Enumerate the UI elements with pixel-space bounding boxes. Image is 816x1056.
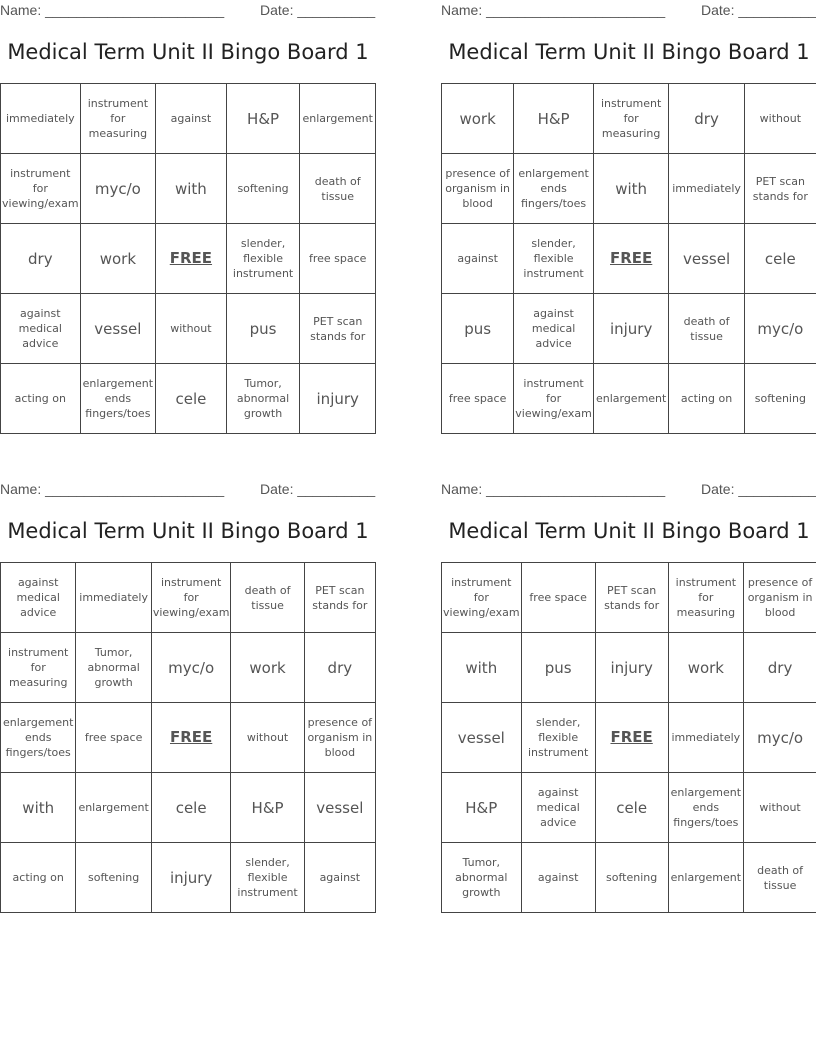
- bingo-cell: injury: [593, 294, 669, 364]
- bingo-cell: free space: [442, 364, 514, 434]
- bingo-cell: enlargement: [593, 364, 669, 434]
- bingo-cell: against: [156, 84, 227, 154]
- bingo-cell: death of tissue: [300, 154, 376, 224]
- card-title: Medical Term Unit II Bingo Board 1: [448, 519, 810, 543]
- grid-row: [1, 563, 376, 633]
- bingo-cell: against medical advice: [514, 294, 594, 364]
- bingo-cell: enlargement: [668, 843, 744, 913]
- bingo-cell: free space: [300, 224, 376, 294]
- bingo-cell: acting on: [1, 843, 76, 913]
- card-title: Medical Term Unit II Bingo Board 1: [7, 40, 369, 64]
- card-header: [0, 0, 376, 20]
- bingo-cell: against medical advice: [1, 294, 81, 364]
- bingo-cell: instrument for viewing/exam: [151, 563, 231, 633]
- bingo-cell: softening: [76, 843, 151, 913]
- bingo-cell: H&P: [514, 84, 594, 154]
- card-title: Medical Term Unit II Bingo Board 1: [7, 519, 369, 543]
- grid-row: [1, 633, 376, 703]
- bingo-cell: instrument for viewing/exam: [1, 154, 81, 224]
- bingo-grid: [441, 83, 816, 434]
- bingo-cell: softening: [595, 843, 668, 913]
- grid-row: [442, 84, 816, 154]
- bingo-cell: against medical advice: [1, 563, 76, 633]
- bingo-cell: vessel: [669, 224, 744, 294]
- card-header: [441, 479, 816, 499]
- grid-row: [442, 633, 816, 703]
- bingo-cell: enlargement: [76, 773, 151, 843]
- grid-row: [1, 364, 376, 434]
- bingo-cell: vessel: [442, 703, 522, 773]
- bingo-cell: cele: [744, 224, 816, 294]
- name-line: Name: _______________________: [0, 2, 225, 18]
- bingo-cell: without: [744, 773, 816, 843]
- bingo-cell: enlargement ends fingers/toes: [514, 154, 594, 224]
- card-header: [441, 0, 816, 20]
- bingo-cell: softening: [226, 154, 300, 224]
- bingo-cell: presence of organism in blood: [304, 703, 375, 773]
- grid-row: [442, 563, 816, 633]
- bingo-cell: myc/o: [744, 294, 816, 364]
- bingo-cell: immediately: [1, 84, 81, 154]
- grid-row: [442, 843, 816, 913]
- bingo-cell: slender, flexible instrument: [514, 224, 594, 294]
- bingo-cell: vessel: [304, 773, 375, 843]
- name-line: Name: _______________________: [441, 2, 666, 18]
- bingo-cell: H&P: [442, 773, 522, 843]
- bingo-cell: against: [521, 843, 595, 913]
- bingo-cell: immediately: [76, 563, 151, 633]
- bingo-cell: softening: [744, 364, 816, 434]
- bingo-cell: work: [668, 633, 744, 703]
- bingo-cell: with: [442, 633, 522, 703]
- grid-row: [1, 843, 376, 913]
- bingo-cell: against medical advice: [521, 773, 595, 843]
- bingo-cell: enlargement: [300, 84, 376, 154]
- bingo-cell: without: [156, 294, 227, 364]
- bingo-cell: work: [442, 84, 514, 154]
- bingo-cell: acting on: [1, 364, 81, 434]
- bingo-cell: myc/o: [151, 633, 231, 703]
- date-line: Date: __________: [260, 2, 376, 18]
- grid-row: [442, 294, 816, 364]
- bingo-cell: Tumor, abnormal growth: [442, 843, 522, 913]
- grid-row: [442, 364, 816, 434]
- bingo-grid: [0, 562, 376, 913]
- bingo-cell: instrument for measuring: [1, 633, 76, 703]
- date-line: Date: __________: [260, 481, 376, 497]
- grid-row: [1, 773, 376, 843]
- bingo-cell: immediately: [668, 703, 744, 773]
- bingo-cell: dry: [304, 633, 375, 703]
- bingo-cell: with: [593, 154, 669, 224]
- bingo-cell: slender, flexible instrument: [226, 224, 300, 294]
- bingo-cell: against: [442, 224, 514, 294]
- grid-row: [442, 154, 816, 224]
- bingo-cell: cele: [595, 773, 668, 843]
- bingo-cell: injury: [595, 633, 668, 703]
- bingo-cell: injury: [300, 364, 376, 434]
- bingo-cell: death of tissue: [669, 294, 744, 364]
- bingo-cell: instrument for measuring: [668, 563, 744, 633]
- bingo-cell: dry: [1, 224, 81, 294]
- grid-row: [442, 773, 816, 843]
- bingo-cell: vessel: [80, 294, 156, 364]
- bingo-cell: H&P: [226, 84, 300, 154]
- free-cell: FREE: [593, 224, 669, 294]
- bingo-cell: pus: [521, 633, 595, 703]
- bingo-grid: [0, 83, 376, 434]
- bingo-cell: PET scan stands for: [300, 294, 376, 364]
- bingo-cell: instrument for measuring: [80, 84, 156, 154]
- bingo-cell: against: [304, 843, 375, 913]
- bingo-cell: free space: [521, 563, 595, 633]
- date-line: Date: __________: [701, 2, 816, 18]
- free-cell: FREE: [595, 703, 668, 773]
- bingo-cell: presence of organism in blood: [442, 154, 514, 224]
- bingo-cell: with: [156, 154, 227, 224]
- grid-row: [1, 294, 376, 364]
- bingo-cell: enlargement ends fingers/toes: [80, 364, 156, 434]
- grid-row: [1, 154, 376, 224]
- name-line: Name: _______________________: [0, 481, 225, 497]
- bingo-cell: dry: [669, 84, 744, 154]
- grid-row: [1, 224, 376, 294]
- bingo-cell: without: [744, 84, 816, 154]
- bingo-cell: work: [231, 633, 304, 703]
- bingo-cell: death of tissue: [231, 563, 304, 633]
- card-title: Medical Term Unit II Bingo Board 1: [448, 40, 810, 64]
- bingo-cell: enlargement ends fingers/toes: [668, 773, 744, 843]
- bingo-cell: presence of organism in blood: [744, 563, 816, 633]
- bingo-cell: without: [231, 703, 304, 773]
- bingo-cell: PET scan stands for: [304, 563, 375, 633]
- name-line: Name: _______________________: [441, 481, 666, 497]
- grid-row: [442, 224, 816, 294]
- bingo-cell: immediately: [669, 154, 744, 224]
- bingo-cell: injury: [151, 843, 231, 913]
- bingo-cell: myc/o: [80, 154, 156, 224]
- bingo-cell: dry: [744, 633, 816, 703]
- free-cell: FREE: [156, 224, 227, 294]
- grid-row: [1, 703, 376, 773]
- bingo-cell: cele: [151, 773, 231, 843]
- bingo-cell: PET scan stands for: [744, 154, 816, 224]
- bingo-cell: pus: [442, 294, 514, 364]
- bingo-cell: instrument for viewing/exam: [442, 563, 522, 633]
- bingo-cell: H&P: [231, 773, 304, 843]
- bingo-cell: work: [80, 224, 156, 294]
- bingo-cell: Tumor, abnormal growth: [76, 633, 151, 703]
- free-cell: FREE: [151, 703, 231, 773]
- bingo-cell: slender, flexible instrument: [231, 843, 304, 913]
- bingo-cell: death of tissue: [744, 843, 816, 913]
- bingo-cell: cele: [156, 364, 227, 434]
- bingo-cell: instrument for measuring: [593, 84, 669, 154]
- bingo-cell: instrument for viewing/exam: [514, 364, 594, 434]
- bingo-cell: slender, flexible instrument: [521, 703, 595, 773]
- bingo-cell: free space: [76, 703, 151, 773]
- date-line: Date: __________: [701, 481, 816, 497]
- bingo-grid: [441, 562, 816, 913]
- bingo-cell: enlargement ends fingers/toes: [1, 703, 76, 773]
- bingo-cell: Tumor, abnormal growth: [226, 364, 300, 434]
- bingo-cell: acting on: [669, 364, 744, 434]
- grid-row: [1, 84, 376, 154]
- bingo-cell: myc/o: [744, 703, 816, 773]
- bingo-cell: with: [1, 773, 76, 843]
- grid-row: [442, 703, 816, 773]
- card-header: [0, 479, 376, 499]
- bingo-cell: PET scan stands for: [595, 563, 668, 633]
- bingo-cell: pus: [226, 294, 300, 364]
